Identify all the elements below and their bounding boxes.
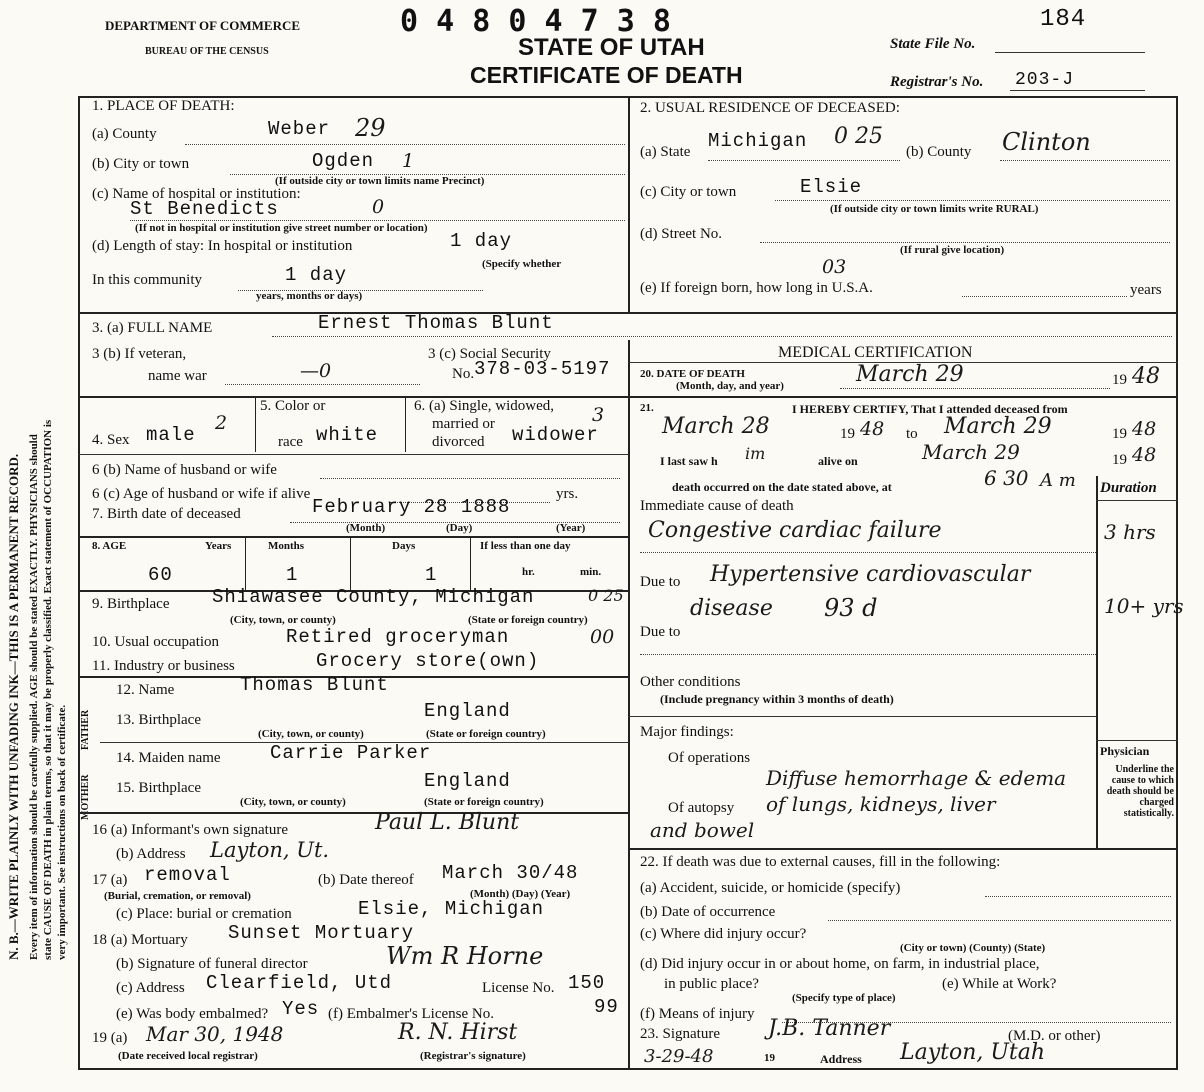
foreign-code: 03 <box>822 256 847 278</box>
signature-date: 3-29-48 <box>644 1046 714 1067</box>
mother-name-label: 14. Maiden name <box>116 750 221 766</box>
attended-to: March 29 <box>944 414 1052 439</box>
foreign-label: (e) If foreign born, how long in U.S.A. <box>640 280 873 296</box>
attended-to-prefix: 19 <box>1112 426 1127 442</box>
cert-text: I HEREBY CERTIFY, That I attended deceased from <box>792 402 1068 416</box>
physician-address: Layton, Utah <box>900 1040 1046 1065</box>
attended-from-year: 48 <box>860 418 885 440</box>
due-to-2-label: Due to <box>640 624 681 640</box>
father-side-label: FATHER <box>80 709 91 750</box>
spouse-name-label: 6 (b) Name of husband or wife <box>92 462 277 478</box>
physician-address-label: Address <box>820 1052 862 1066</box>
informant-address-label: (b) Address <box>116 846 186 862</box>
age-months-header: Months <box>268 540 305 552</box>
mother-birthplace-label: 15. Birthplace <box>116 780 201 796</box>
marital-label-3: divorced <box>432 434 485 450</box>
signature-date-prefix: 19 <box>764 1052 775 1064</box>
burial-place: Elsie, Michigan <box>358 898 545 920</box>
father-name-value: Thomas Blunt <box>240 674 389 696</box>
disposition-label: 17 (a) <box>92 872 128 888</box>
street-label: (d) Street No. <box>640 226 723 242</box>
hospital-code: 0 <box>372 196 385 218</box>
death-time: 6 30 <box>984 466 1029 490</box>
death-county-label: (a) County <box>92 126 157 142</box>
informant-signature-label: 16 (a) Informant's own signature <box>92 822 288 838</box>
disposition-date-note: (Month) (Day) (Year) <box>470 888 571 900</box>
received-note: (Date received local registrar) <box>118 1050 258 1062</box>
industry-value: Grocery store(own) <box>316 650 540 672</box>
major-findings-label: Major findings: <box>640 724 734 740</box>
dod-year-prefix: 19 <box>1112 372 1127 388</box>
age-years-value: 60 <box>148 564 173 586</box>
age-months-value: 1 <box>286 564 299 586</box>
attended-from: March 28 <box>662 414 770 439</box>
years-label: years <box>1130 282 1162 298</box>
veteran-mark: —0 <box>300 360 332 382</box>
race-value: white <box>316 424 379 446</box>
due-to-1-label: Due to <box>640 574 681 590</box>
death-city-value: Ogden <box>312 150 375 172</box>
marital-code: 3 <box>592 404 605 426</box>
community-note: years, months or days) <box>256 290 363 302</box>
ss-number: 378-03-5197 <box>474 358 611 380</box>
due-to-1-code: 93 d <box>824 594 878 622</box>
md-label: (M.D. or other) <box>1008 1028 1101 1044</box>
cert-number: 21. <box>640 402 654 414</box>
embalmed-label: (e) Was body embalmed? <box>116 1006 269 1022</box>
father-name-label: 12. Name <box>116 682 175 698</box>
last-saw-date: March 29 <box>922 440 1020 464</box>
race-label: race <box>278 434 303 450</box>
spouse-age-label: 6 (c) Age of husband or wife if alive <box>92 486 311 502</box>
registrar-signature-note: (Registrar's signature) <box>420 1050 526 1062</box>
to-label: to <box>906 426 918 442</box>
immediate-cause: Congestive cardiac failure <box>648 518 942 543</box>
mortuary-address-label: (c) Address <box>116 980 185 996</box>
side-note-line2: state CAUSE OF DEATH in plain terms, so that it may be properly classified. Exact statement of OCCUPATION is <box>42 419 54 960</box>
hospital-value: St Benedicts <box>130 198 279 220</box>
marital-label: 6. (a) Single, widowed, <box>414 398 554 414</box>
stay-note: (Specify whether <box>482 258 562 270</box>
birthplace-label: 9. Birthplace <box>92 596 170 612</box>
stay-hospital-value: 1 day <box>450 230 513 252</box>
other-conditions-note: (Include pregnancy within 3 months of death) <box>660 692 894 706</box>
director-signature: Wm R Horne <box>386 942 544 970</box>
mother-side-label: MOTHER <box>80 774 91 820</box>
registrar-number: 203-J <box>1015 70 1075 90</box>
last-saw-year: 48 <box>1132 444 1157 466</box>
full-name-value: Ernest Thomas Blunt <box>318 312 554 334</box>
birth-day-note: (Day) <box>446 522 473 534</box>
license-label: License No. <box>482 980 555 996</box>
yrs-label: yrs. <box>556 486 579 502</box>
due-to-1-a: Hypertensive cardiovascular <box>710 562 1031 587</box>
dod-label: 20. DATE OF DEATH <box>640 368 745 380</box>
due-to-1-duration: 10+ yrs <box>1104 594 1184 618</box>
sex-code: 2 <box>215 412 228 434</box>
death-city-label: (b) City or town <box>92 156 190 172</box>
informant-signature: Paul L. Blunt <box>375 810 520 835</box>
ss-label: 3 (c) Social Security <box>428 346 551 362</box>
burial-place-label: (c) Place: burial or cremation <box>116 906 292 922</box>
other-conditions-label: Other conditions <box>640 674 741 690</box>
state-file-number: 184 <box>1040 6 1087 33</box>
mortuary-value: Sunset Mortuary <box>228 922 415 944</box>
death-city-code: 1 <box>402 150 415 172</box>
father-place-note-2: (State or foreign country) <box>426 728 546 740</box>
res-state-value: Michigan <box>708 130 808 152</box>
attended-from-prefix: 19 <box>840 426 855 442</box>
physician-note: Underline the cause to which death should be charged statistically. <box>1106 764 1174 819</box>
injury-type-label-2: in public place? <box>664 976 759 992</box>
disposition-note: (Burial, cremation, or removal) <box>104 890 251 902</box>
street-note: (If rural give location) <box>900 244 1005 256</box>
age-days-value: 1 <box>425 564 438 586</box>
death-county-value: Weber <box>268 118 331 140</box>
occupation-label: 10. Usual occupation <box>92 634 220 650</box>
bureau-label: BUREAU OF THE CENSUS <box>145 46 269 57</box>
father-birthplace-label: 13. Birthplace <box>116 712 201 728</box>
hospital-note: (If not in hospital or institution give street number or location) <box>135 222 428 234</box>
res-city-note: (If outside city or town limits write RURAL) <box>830 203 1039 215</box>
age-less-header: If less than one day <box>480 540 571 552</box>
informant-address: Layton, Ut. <box>210 838 330 862</box>
mother-place-note-2: (State or foreign country) <box>424 796 544 808</box>
dod-year: 48 <box>1132 364 1160 389</box>
injury-place-note: (City or town) (County) (State) <box>900 942 1046 954</box>
death-county-code: 29 <box>355 114 386 142</box>
age-years-header: Years <box>205 540 232 552</box>
mortuary-label: 18 (a) Mortuary <box>92 932 188 948</box>
veteran-label: 3 (b) If veteran, <box>92 346 187 362</box>
injury-type-label: (d) Did injury occur in or about home, on farm, in industrial place, <box>640 956 1040 972</box>
full-name-label: 3. (a) FULL NAME <box>92 320 213 336</box>
hospital-label: (c) Name of hospital or institution: <box>92 186 301 202</box>
age-days-header: Days <box>392 540 416 552</box>
embalmer-license: 99 <box>594 996 619 1018</box>
stay-community-value: 1 day <box>285 264 348 286</box>
embalmed-value: Yes <box>282 998 320 1020</box>
serial-number: 0 4 8 0 4 7 3 8 <box>400 4 671 39</box>
res-city-value: Elsie <box>800 176 863 198</box>
mother-name-value: Carrie Parker <box>270 742 432 764</box>
mother-birthplace-value: England <box>424 770 511 792</box>
autopsy-line-3: and bowel <box>650 818 755 842</box>
death-city-note: (If outside city or town limits name Precinct) <box>275 175 485 187</box>
death-occurred-label: death occurred on the date stated above, at <box>672 480 892 494</box>
occurrence-date-label: (b) Date of occurrence <box>640 904 776 920</box>
birth-month-note: (Month) <box>346 522 386 534</box>
embalmer-license-label: (f) Embalmer's License No. <box>328 1006 494 1022</box>
registrar-signature: R. N. Hirst <box>398 1020 518 1045</box>
mortuary-address: Clearfield, Utd <box>206 972 393 994</box>
father-place-note-1: (City, town, or county) <box>258 728 364 740</box>
autopsy-line-2: of lungs, kidneys, liver <box>766 792 996 816</box>
license-number: 150 <box>568 972 606 994</box>
mother-place-note-1: (City, town, or county) <box>240 796 346 808</box>
side-note-main: N. B.—WRITE PLAINLY WITH UNFADING INK—THIS IS A PERMANENT RECORD. <box>6 453 21 960</box>
sex-label: 4. Sex <box>92 432 130 448</box>
res-county-value: Clinton <box>1002 128 1091 156</box>
occupation-value: Retired groceryman <box>286 626 510 648</box>
attended-to-year: 48 <box>1132 418 1157 440</box>
age-label: 8. AGE <box>92 540 127 552</box>
immediate-cause-label: Immediate cause of death <box>640 498 794 514</box>
res-state-label: (a) State <box>640 144 691 160</box>
department-label: DEPARTMENT OF COMMERCE <box>105 18 301 33</box>
birthplace-note-2: (State or foreign country) <box>468 614 588 626</box>
disposition-value: removal <box>144 864 231 886</box>
last-saw-pronoun: im <box>745 444 766 463</box>
certificate-title: CERTIFICATE OF DEATH <box>470 62 743 88</box>
death-ampm: A m <box>1040 470 1076 491</box>
birth-date-label: 7. Birth date of deceased <box>92 506 241 522</box>
external-heading: 22. If death was due to external causes, fill in the following: <box>640 854 1001 870</box>
dod-note: (Month, day, and year) <box>676 380 784 392</box>
due-to-1-b: disease <box>690 596 773 621</box>
injury-means-label: (f) Means of injury <box>640 1006 755 1022</box>
min-label: min. <box>580 566 602 578</box>
birthplace-note-1: (City, town, or county) <box>230 614 336 626</box>
received-date: Mar 30, 1948 <box>146 1022 284 1046</box>
place-of-death-heading: 1. PLACE OF DEATH: <box>92 98 235 114</box>
duration-label: Duration <box>1100 480 1157 496</box>
industry-label: 11. Industry or business <box>92 658 235 674</box>
res-state-code: 0 25 <box>834 124 883 149</box>
physician-heading: Physician <box>1100 744 1150 758</box>
injury-type-note: (Specify type of place) <box>792 992 896 1004</box>
state-file-label: State File No. <box>890 36 976 52</box>
marital-value: widower <box>512 424 599 446</box>
accident-label: (a) Accident, suicide, or homicide (specify) <box>640 880 901 896</box>
autopsy-label: Of autopsy <box>668 800 735 816</box>
birthplace-code: 0 25 <box>588 586 624 605</box>
sex-value: male <box>146 424 196 446</box>
work-label: (e) While at Work? <box>942 976 1057 992</box>
side-note-line1: Every item of information should be carefully supplied. AGE should be stated EXACTLY. PHYSICIANS should <box>28 434 40 960</box>
autopsy-line-1: Diffuse hemorrhage & edema <box>766 766 1067 790</box>
birth-year-note: (Year) <box>556 522 586 534</box>
birthplace-value: Shiawasee County, Michigan <box>212 586 535 608</box>
registrar-label: Registrar's No. <box>890 74 984 90</box>
last-saw-prefix: 19 <box>1112 452 1127 468</box>
marital-label-2: married or <box>432 416 495 432</box>
stay-label: (d) Length of stay: In hospital or institution <box>92 238 353 254</box>
residence-heading: 2. USUAL RESIDENCE OF DECEASED: <box>640 100 900 116</box>
operations-label: Of operations <box>668 750 751 766</box>
physician-signature: J.B. Tanner <box>768 1016 891 1041</box>
hr-label: hr. <box>522 566 535 578</box>
dod-value: March 29 <box>856 362 964 387</box>
ss-no-label: No. <box>452 366 475 382</box>
community-label: In this community <box>92 272 202 288</box>
state-title: STATE OF UTAH <box>518 34 705 61</box>
injury-place-label: (c) Where did injury occur? <box>640 926 807 942</box>
father-birthplace-value: England <box>424 700 511 722</box>
disposition-date: March 30/48 <box>442 862 579 884</box>
war-label: name war <box>148 368 207 384</box>
signature-label: 23. Signature <box>640 1026 720 1042</box>
director-signature-label: (b) Signature of funeral director <box>116 956 308 972</box>
res-county-label: (b) County <box>906 144 972 160</box>
disposition-date-label: (b) Date thereof <box>318 872 414 888</box>
occupation-code: 00 <box>590 626 615 648</box>
res-city-label: (c) City or town <box>640 184 737 200</box>
received-label: 19 (a) <box>92 1030 128 1046</box>
color-label: 5. Color or <box>260 398 326 414</box>
medical-heading: MEDICAL CERTIFICATION <box>778 344 973 361</box>
alive-on-label: alive on <box>818 454 858 468</box>
side-note-line3: very important. See instructions on back of certificate. <box>56 704 68 960</box>
last-saw-label: I last saw h <box>660 454 718 468</box>
birth-date-value: February 28 1888 <box>312 496 511 518</box>
immediate-duration: 3 hrs <box>1104 520 1156 544</box>
